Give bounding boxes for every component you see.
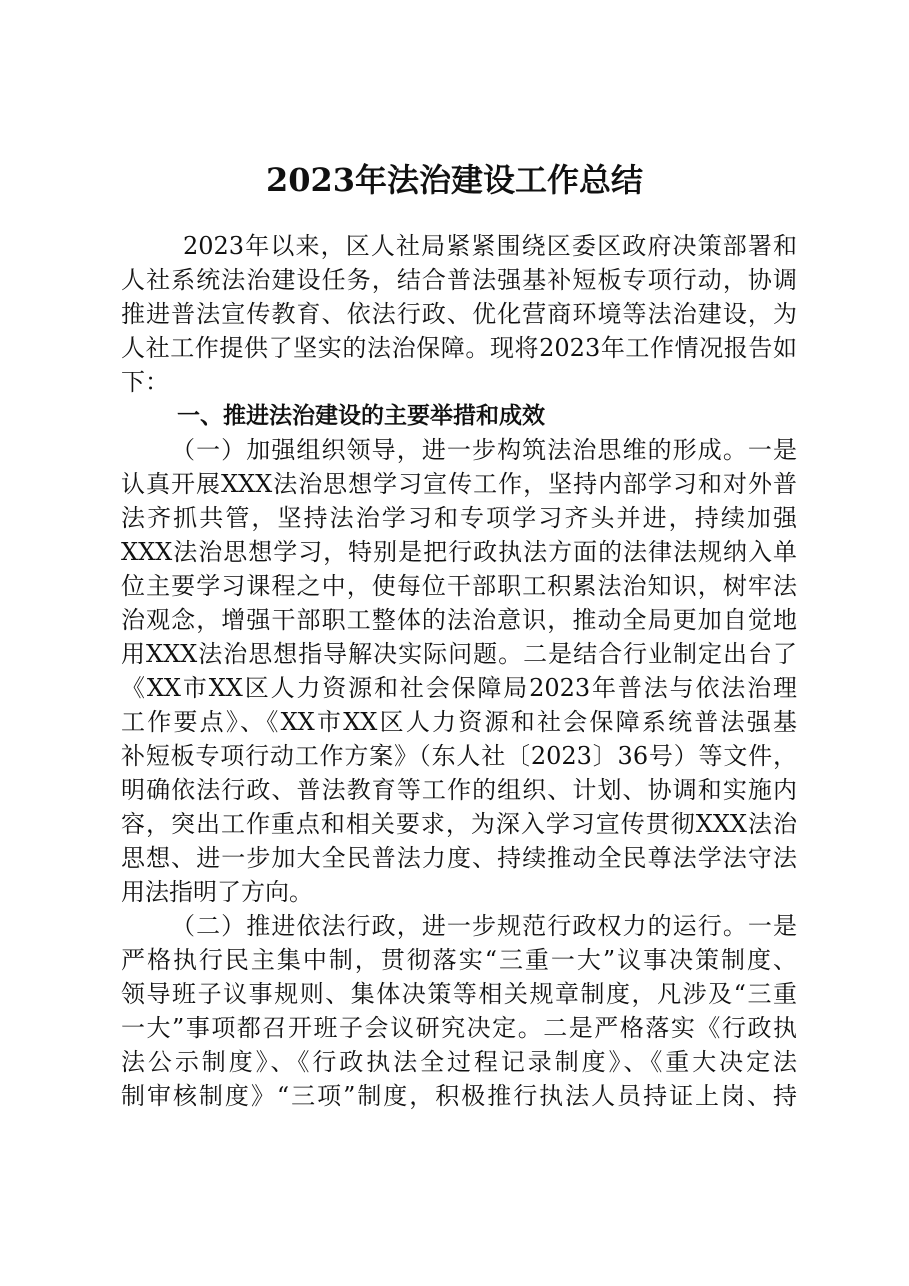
section-heading: 一、推进法治建设的主要举措和成效 (177, 403, 545, 429)
paragraph-line: 《XX市XX区人力资源和社会保障局2023年普法与依法治理 (121, 674, 797, 702)
paragraph-line: 思想、进一步加大全民普法力度、持续推动全民尊法学法守法 (121, 844, 797, 872)
paragraph-line: 用XXX法治思想指导解决实际问题。二是结合行业制定出台了 (121, 640, 797, 668)
paragraph-line: 用法指明了方向。 (121, 878, 313, 906)
paragraph-line: 容，突出工作重点和相关要求，为深入学习宣传贯彻XXX法治 (121, 810, 797, 838)
paragraph-line: 严格执行民主集中制，贯彻落实“三重一大”议事决策制度、 (121, 946, 797, 974)
paragraph-line: 位主要学习课程之中，使每位干部职工积累法治知识，树牢法 (121, 572, 797, 600)
paragraph-line: 治观念，增强干部职工整体的法治意识，推动全局更加自觉地 (121, 606, 797, 634)
paragraph-line: XXX法治思想学习，特别是把行政执法方面的法律法规纳入单 (121, 538, 797, 566)
paragraph-line: 认真开展XXX法治思想学习宣传工作，坚持内部学习和对外普 (121, 470, 797, 498)
paragraph-line: 一大”事项都召开班子会议研究决定。二是严格落实《行政执 (121, 1014, 797, 1042)
subsection-heading-line: （二）推进依法行政，进一步规范行政权力的运行。一是 (171, 912, 797, 940)
paragraph-line: 明确依法行政、普法教育等工作的组织、计划、协调和实施内 (121, 776, 797, 804)
paragraph-line: 人社工作提供了坚实的法治保障。现将2023年工作情况报告如 (121, 334, 797, 362)
paragraph-line: 法齐抓共管，坚持法治学习和专项学习齐头并进，持续加强 (121, 504, 797, 532)
subsection-heading-line: （一）加强组织领导，进一步构筑法治思维的形成。一是 (171, 436, 797, 464)
paragraph-line: 工作要点》、《XX市XX区人力资源和社会保障系统普法强基 (121, 708, 797, 736)
paragraph-line: 下： (121, 368, 169, 396)
paragraph-line: 法公示制度》、《行政执法全过程记录制度》、《重大决定法 (121, 1048, 797, 1076)
paragraph-line: 2023年以来，区人社局紧紧围绕区委区政府决策部署和 (183, 232, 797, 260)
document-title: 2023年法治建设工作总结 (265, 161, 644, 199)
document-body (121, 229, 797, 1113)
paragraph-line: 领导班子议事规则、集体决策等相关规章制度，凡涉及“三重 (121, 980, 797, 1008)
paragraph-line: 制审核制度》“三项”制度，积极推行执法人员持证上岗、持 (121, 1082, 797, 1110)
paragraph-line: 补短板专项行动工作方案》（东人社〔2023〕36号）等文件， (121, 742, 797, 770)
paragraph-line: 推进普法宣传教育、依法行政、优化营商环境等法治建设，为 (121, 300, 797, 328)
paragraph-line: 人社系统法治建设任务，结合普法强基补短板专项行动，协调 (121, 266, 797, 294)
